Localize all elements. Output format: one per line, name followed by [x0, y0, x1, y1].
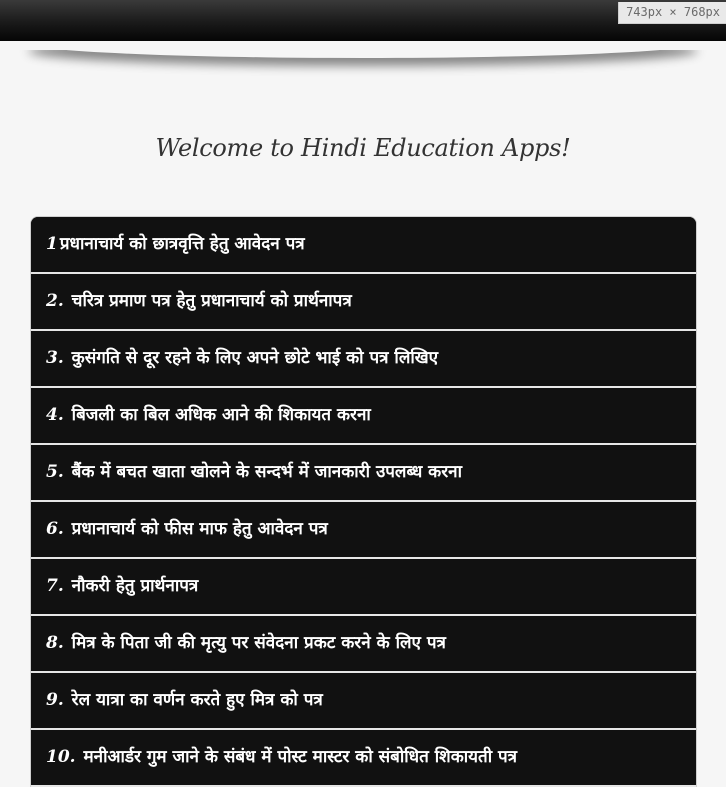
item-number: 8.	[46, 633, 64, 653]
item-number: 1	[46, 234, 58, 254]
item-label: बैंक में बचत खाता खोलने के सन्दर्भ में जानकारी उपलब्ध करना	[71, 462, 462, 482]
item-number: 7.	[46, 576, 64, 596]
list-item-8[interactable]	[31, 616, 696, 673]
list-item-4[interactable]	[31, 388, 696, 445]
item-label: बिजली का बिल अधिक आने की शिकायत करना	[71, 405, 371, 425]
item-label: प्रधानाचार्य को फीस माफ हेतु आवेदन पत्र	[71, 519, 328, 539]
item-number: 9.	[46, 690, 64, 710]
list-item-3[interactable]	[31, 331, 696, 388]
item-number: 3.	[46, 348, 64, 368]
item-number: 4.	[46, 405, 64, 425]
item-label: मनीआर्डर गुम जाने के संबंध में पोस्ट मास्टर को संबोधित शिकायती पत्र	[83, 747, 518, 767]
letters-list	[30, 216, 697, 787]
item-number: 6.	[46, 519, 64, 539]
page-heading: Welcome to Hindi Education Apps!	[155, 134, 571, 162]
list-item-5[interactable]	[31, 445, 696, 502]
item-label: मित्र के पिता जी की मृत्यु पर संवेदना प्रकट करने के लिए पत्र	[71, 633, 446, 653]
item-number: 2.	[46, 291, 64, 311]
header-shadow-divider	[14, 50, 712, 78]
list-item-6[interactable]	[31, 502, 696, 559]
list-item-1[interactable]	[31, 217, 696, 274]
list-item-2[interactable]	[31, 274, 696, 331]
item-label: नौकरी हेतु प्रार्थनापत्र	[71, 576, 199, 596]
item-label: कुसंगति से दूर रहने के लिए अपने छोटे भाई को पत्र लिखिए	[71, 348, 439, 368]
item-number: 5.	[46, 462, 64, 482]
viewport-size-badge: 743px × 768px	[618, 2, 726, 24]
list-item-9[interactable]	[31, 673, 696, 730]
list-item-7[interactable]	[31, 559, 696, 616]
list-item-10[interactable]	[31, 730, 696, 787]
item-label: चरित्र प्रमाण पत्र हेतु प्रधानाचार्य को प्रार्थनापत्र	[71, 291, 352, 311]
item-number: 10.	[46, 747, 76, 767]
item-label: रेल यात्रा का वर्णन करते हुए मित्र को पत्र	[71, 690, 323, 710]
item-label: प्रधानाचार्य को छात्रवृत्ति हेतु आवेदन पत्र	[59, 234, 305, 254]
